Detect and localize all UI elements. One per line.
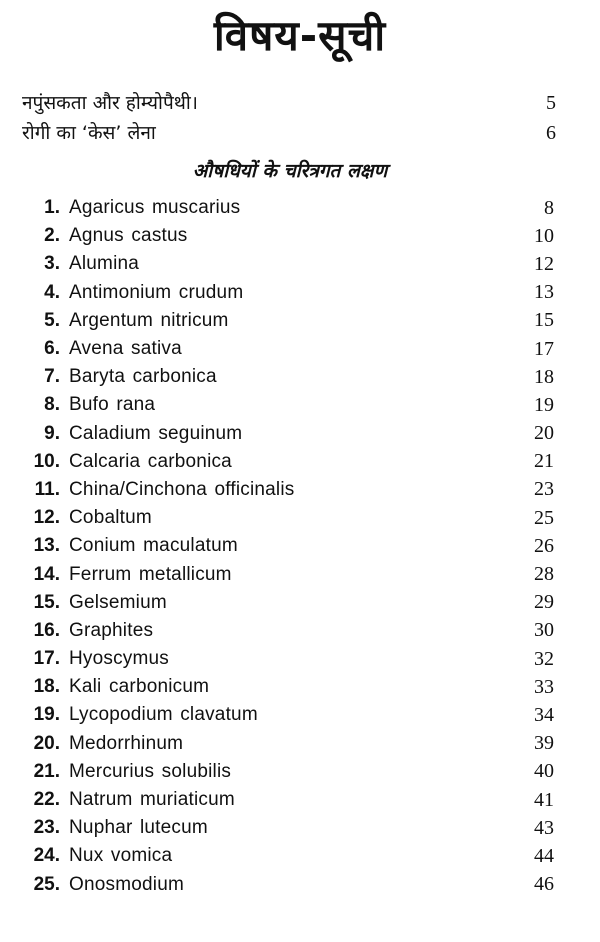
entry-number: 6.	[44, 338, 60, 360]
intro-row[interactable]	[22, 88, 556, 118]
intro-list	[22, 88, 556, 148]
entry-title: Ferrum metallicum	[69, 563, 232, 585]
list-item[interactable]	[22, 589, 554, 617]
entry-title: Cobaltum	[69, 507, 152, 529]
remedy-list	[22, 194, 554, 899]
list-item[interactable]	[22, 504, 554, 532]
entry-number: 23.	[33, 817, 60, 839]
entry-title: China/Cinchona officinalis	[69, 478, 295, 500]
entry-page-number: 25	[534, 506, 554, 529]
entry-title: Antimonium crudum	[69, 281, 244, 303]
entry-number: 25.	[33, 873, 60, 895]
list-item[interactable]	[22, 786, 554, 814]
list-item[interactable]	[22, 758, 554, 786]
entry-title: Agaricus muscarius	[69, 197, 241, 219]
entry-title: Kali carbonicum	[69, 676, 210, 698]
page-title: विषय-सूची	[213, 11, 387, 60]
list-item[interactable]	[22, 222, 554, 250]
entry-number: 22.	[33, 789, 60, 811]
entry-page-number: 41	[534, 788, 554, 811]
entry-number: 10.	[33, 450, 60, 472]
entry-title: Hyoscymus	[69, 648, 169, 670]
entry-title: Alumina	[69, 253, 140, 275]
entry-page-number: 28	[534, 563, 554, 586]
entry-page-number: 26	[534, 534, 554, 557]
entry-page-number: 32	[534, 647, 554, 670]
intro-row[interactable]	[22, 118, 556, 148]
entry-number: 11.	[34, 478, 60, 500]
entry-page-number: 43	[534, 816, 554, 839]
entry-number: 15.	[33, 591, 60, 613]
entry-page-number: 40	[534, 760, 554, 783]
list-item[interactable]	[22, 476, 554, 504]
list-item[interactable]	[22, 307, 554, 335]
entry-title: Calcaria carbonica	[69, 450, 232, 472]
intro-page-number: 6	[546, 122, 556, 144]
intro-label: नपुंसकता और होम्योपैथी।	[22, 92, 198, 114]
entry-page-number: 18	[534, 365, 554, 388]
entry-title: Nuphar lutecum	[69, 817, 208, 839]
entry-number: 8.	[44, 394, 60, 416]
entry-title: Baryta carbonica	[69, 366, 217, 388]
entry-page-number: 8	[544, 196, 554, 219]
entry-title: Natrum muriaticum	[69, 789, 235, 811]
entry-title: Nux vomica	[69, 845, 173, 867]
intro-label: रोगी का ‘केस’ लेना	[22, 122, 156, 144]
list-item[interactable]	[22, 730, 554, 758]
list-item[interactable]	[22, 363, 554, 391]
entry-number: 14.	[33, 563, 60, 585]
list-item[interactable]	[22, 194, 554, 222]
entry-number: 12.	[33, 507, 60, 529]
entry-page-number: 44	[534, 844, 554, 867]
entry-page-number: 33	[534, 675, 554, 698]
entry-title: Onosmodium	[69, 873, 184, 895]
list-item[interactable]	[22, 279, 554, 307]
entry-number: 13.	[33, 535, 60, 557]
entry-page-number: 13	[534, 281, 554, 304]
entry-number: 16.	[33, 619, 60, 641]
entry-page-number: 21	[534, 450, 554, 473]
list-item[interactable]	[22, 250, 554, 278]
entry-number: 4.	[44, 281, 60, 303]
list-item[interactable]	[22, 420, 554, 448]
list-item[interactable]	[22, 645, 554, 673]
list-item[interactable]	[22, 871, 554, 899]
entry-title: Bufo rana	[69, 394, 156, 416]
list-item[interactable]	[22, 448, 554, 476]
entry-page-number: 34	[534, 703, 554, 726]
entry-number: 1.	[44, 197, 60, 219]
list-item[interactable]	[22, 391, 554, 419]
entry-title: Mercurius solubilis	[69, 760, 232, 782]
list-item[interactable]	[22, 673, 554, 701]
entry-title: Gelsemium	[69, 591, 167, 613]
entry-page-number: 46	[534, 873, 554, 896]
entry-title: Agnus castus	[69, 225, 188, 247]
list-item[interactable]	[22, 617, 554, 645]
entry-page-number: 29	[534, 591, 554, 614]
entry-number: 2.	[44, 225, 60, 247]
entry-page-number: 23	[534, 478, 554, 501]
list-item[interactable]	[22, 560, 554, 588]
entry-number: 5.	[44, 309, 60, 331]
entry-page-number: 10	[534, 224, 554, 247]
entry-number: 9.	[44, 422, 60, 444]
entry-title: Caladium seguinum	[69, 422, 243, 444]
entry-page-number: 19	[534, 393, 554, 416]
intro-page-number: 5	[546, 92, 556, 114]
entry-number: 24.	[33, 845, 60, 867]
list-item[interactable]	[22, 335, 554, 363]
entry-title: Lycopodium clavatum	[69, 704, 258, 726]
entry-number: 17.	[33, 648, 60, 670]
entry-page-number: 15	[534, 309, 554, 332]
entry-page-number: 20	[534, 422, 554, 445]
entry-number: 20.	[33, 732, 60, 754]
entry-number: 18.	[33, 676, 60, 698]
entry-page-number: 17	[534, 337, 554, 360]
entry-number: 7.	[44, 366, 60, 388]
list-item[interactable]	[22, 532, 554, 560]
section-heading: औषधियों के चरित्रगत लक्षण	[192, 160, 388, 182]
list-item[interactable]	[22, 814, 554, 842]
entry-number: 3.	[44, 253, 60, 275]
entry-number: 21.	[33, 760, 60, 782]
list-item[interactable]	[22, 842, 554, 870]
entry-title: Graphites	[69, 619, 154, 641]
list-item[interactable]	[22, 701, 554, 729]
entry-page-number: 39	[534, 732, 554, 755]
entry-title: Avena sativa	[69, 338, 182, 360]
entry-page-number: 30	[534, 619, 554, 642]
entry-page-number: 12	[534, 252, 554, 275]
entry-title: Medorrhinum	[69, 732, 184, 754]
entry-title: Conium maculatum	[69, 535, 238, 557]
entry-title: Argentum nitricum	[69, 309, 229, 331]
entry-number: 19.	[33, 704, 60, 726]
